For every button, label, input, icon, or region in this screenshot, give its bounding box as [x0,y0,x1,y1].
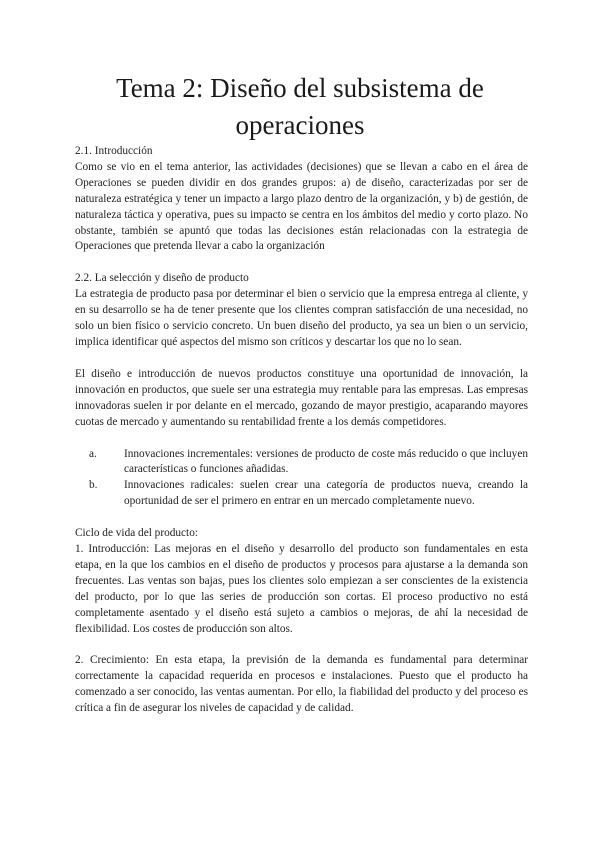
list-item [89,478,528,510]
paragraph-estrategia-producto: La estrategia de producto pasa por determinar el bien o servicio que la empresa entrega al cliente, y en su desarrollo se ha de tener presente que los clientes compran satisfacción de una necesidad, no solo un bien físico o servicio concreto. Un buen diseño del producto, ya sea un bien o un servicio, implica identificar qué aspectos del mismo son críticos y descartar los que no lo sean. [75,288,528,348]
paragraph-innovacion: El diseño e introducción de nuevos productos constituye una oportunidad de innovación, la innovación en productos, que suele ser una estrategia muy rentable para las empresas. Las empresas innovadoras suelen ir por delante en el mercado, gozando de mayor prestigio, acaparando mayores cuotas de mercado y aumentando su rentabilidad frente a los demás competidores. [75,367,528,428]
paragraph-lifecycle-crecimiento: 2. Crecimiento: En esta etapa, la previsión de la demanda es fundamental para determinar correctamente la capacidad requerida en procesos e instalaciones. Puesto que el producto ha comenzado a ser conocido, las ventas aumentan. Por ello, la fiabilidad del producto y del proceso es crítica a fin de asegurar los niveles de capacidad y de calidad. [75,654,528,715]
document-body [75,144,528,717]
list-item [89,447,528,479]
list-marker: b. [89,479,98,492]
innovation-types-list [75,447,528,511]
paragraph-lifecycle-introduccion: 1. Introducción: Las mejoras en el diseño y desarrollo del producto son fundamentales en esta etapa, en la que los cambios en el diseño de productos y procesos para ajustarse a la demanda son frecuentes. Las ventas son bajas, pues los clientes solo empiezan a ser conscientes de la existencia del producto, por lo que las series de producción son cortas. El proceso productivo no está completamente asentado y el diseño está sujeto a cambios o mejoras, de ahí la necesidad de flexibilidad. Los costes de producción son altos. [75,543,528,635]
list-item-text: Innovaciones radicales: suelen crear una categoría de productos nueva, creando la oportunidad de ser el primero en entrar en un mercado completamente nuevo. [124,479,528,508]
section-heading-introduccion: 2.1. Introducción [75,145,153,157]
paragraph-introduccion: Como se vio en el tema anterior, las actividades (decisiones) que se llevan a cabo en el área de Operaciones se pueden dividir en dos grandes grupos: a) de diseño, caracterizadas por ser de naturaleza estratégica y tener un impacto a largo plazo dentro de la organización, y b) de gestión, de naturaleza táctica y operativa, pues su impacto se centra en los ámbitos del medio y corto plazo. No obstante, también se apuntó que todas las decisiones están relacionadas con la estrategia de Operaciones que pretenda llevar a cabo la organización [75,160,528,253]
list-item-text: Innovaciones incrementales: versiones de producto de coste más reducido o que incluyen características o funciones añadidas. [124,447,528,476]
page-title: Tema 2: Diseño del subsistema de operaciones [116,73,484,140]
list-marker: a. [89,447,97,460]
section-heading-seleccion-diseno: 2.2. La selección y diseño de producto [75,272,249,285]
lifecycle-label: Ciclo de vida del producto: [75,527,198,540]
